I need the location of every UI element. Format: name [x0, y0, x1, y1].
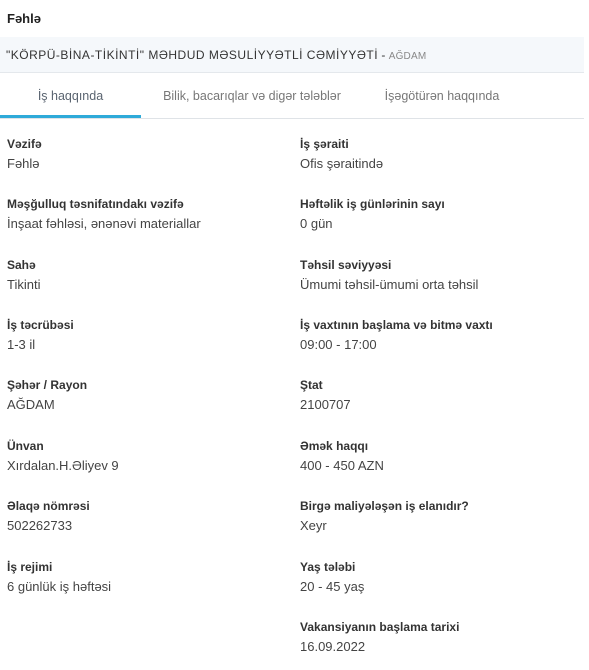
tab-bar: [0, 74, 584, 119]
field-experience: [7, 318, 74, 352]
field-value: 1-3 il: [7, 337, 36, 352]
field-label: Vəzifə: [7, 137, 42, 151]
field-value: Ofis şəraitində: [300, 156, 384, 171]
field-label: Həftəlik iş günlərinin sayı: [300, 197, 445, 211]
field-label: Vakansiyanın başlama tarixi: [300, 620, 460, 634]
field-city-district: [7, 378, 87, 412]
field-label: Məşğulluq təsnifatındakı vəzifə: [7, 197, 184, 211]
field-label: Birgə maliyələşən iş elanıdır?: [300, 499, 469, 513]
field-value: Ümumi təhsil-ümumi orta təhsil: [300, 277, 479, 292]
company-city: AĞDAM: [388, 51, 427, 62]
field-education-level: [300, 258, 478, 292]
field-value: 400 - 450 AZN: [300, 458, 384, 473]
field-label: İş rejimi: [7, 560, 53, 574]
field-sector: [7, 258, 40, 292]
field-vacancy-start-date: [300, 620, 459, 654]
field-value: 6 günlük iş həftəsi: [7, 579, 112, 594]
field-value: AĞDAM: [7, 397, 55, 412]
field-value: İnşaat fəhləsi, ənənəvi materiallar: [7, 216, 201, 231]
field-value: 09:00 - 17:00: [300, 337, 377, 352]
field-value: 20 - 45 yaş: [300, 579, 365, 594]
field-weekly-workdays: [300, 197, 445, 231]
field-value: Fəhlə: [7, 156, 40, 171]
field-address: [7, 439, 119, 473]
field-label: Yaş tələbi: [300, 560, 356, 574]
field-label: Əmək haqqı: [300, 439, 369, 453]
field-value: Xeyr: [300, 518, 327, 533]
tab-about-job[interactable]: İş haqqında: [37, 89, 104, 103]
tab-skills-requirements[interactable]: Bilik, bacarıqlar və digər tələblər: [163, 89, 341, 103]
field-label: İş vaxtının başlama və bitmə vaxtı: [300, 318, 493, 332]
field-label: Əlaqə nömrəsi: [7, 499, 90, 513]
job-title: Fəhlə: [7, 11, 41, 26]
field-value: 16.09.2022: [300, 639, 366, 654]
field-value: Tikinti: [7, 277, 41, 292]
field-label: Sahə: [7, 258, 36, 272]
field-age-requirement: [300, 560, 364, 594]
field-contact-number: [7, 499, 90, 533]
field-work-hours: [300, 318, 493, 352]
field-label: Ştat: [300, 378, 323, 392]
field-cofunded-vacancy: [300, 499, 469, 533]
field-position: [7, 137, 42, 171]
field-value: 502262733: [7, 518, 73, 533]
field-label: Təhsil səviyyəsi: [300, 258, 392, 272]
field-value: 2100707: [300, 397, 351, 412]
field-salary: [300, 439, 384, 473]
field-classification-position: [7, 197, 201, 231]
field-staff-number: [300, 378, 351, 412]
company-bar: [0, 37, 584, 73]
company-separator: -: [378, 48, 389, 62]
field-value: Xırdalan.H.Əliyev 9: [7, 458, 119, 473]
field-work-mode: [7, 560, 111, 594]
field-label: Ünvan: [7, 439, 44, 453]
active-tab-indicator: [0, 115, 141, 118]
tab-about-employer[interactable]: İşəgötürən haqqında: [384, 89, 500, 103]
company-name[interactable]: "KÖRPÜ-BİNA-TİKİNTİ" MƏHDUD MƏSULİYYƏTLİ CƏMİYYƏTİ: [6, 48, 379, 62]
field-label: İş şəraiti: [300, 137, 349, 151]
field-label: İş təcrübəsi: [7, 318, 74, 332]
field-value: 0 gün: [300, 216, 333, 231]
field-work-conditions: [300, 137, 383, 171]
field-label: Şəhər / Rayon: [7, 378, 88, 392]
